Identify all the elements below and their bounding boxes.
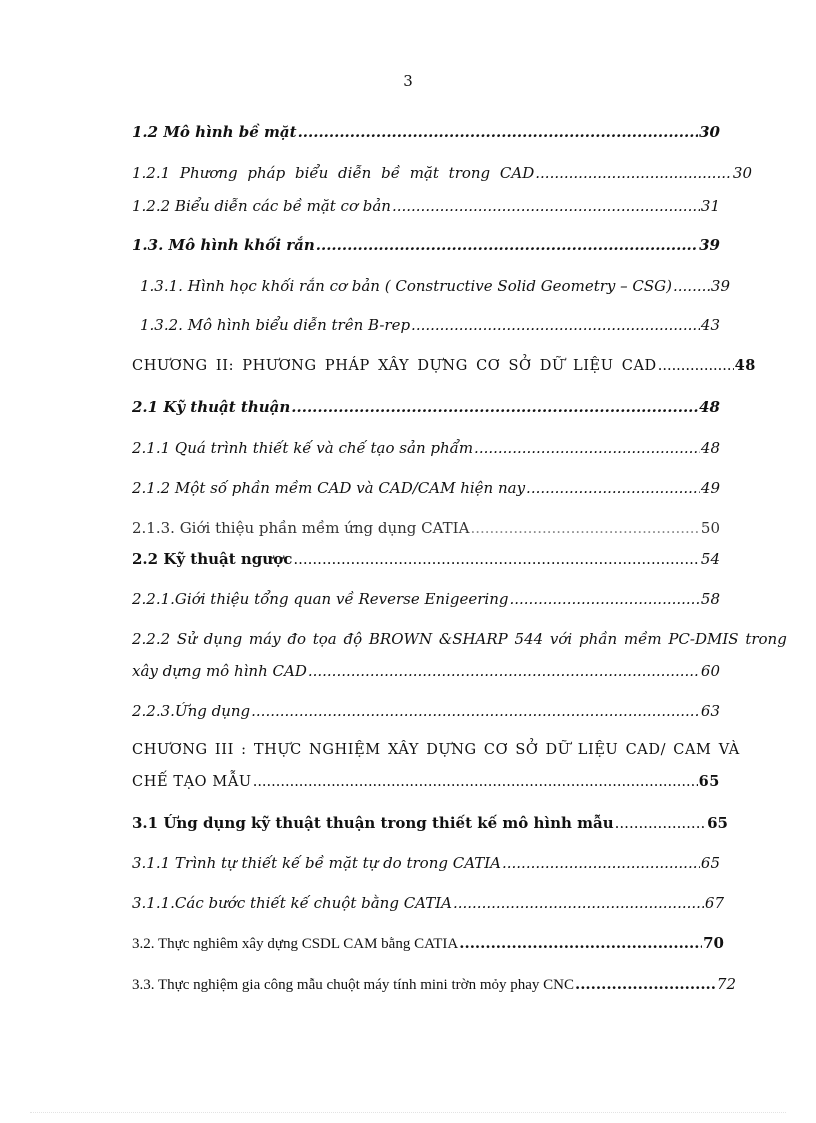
- toc-entry-page: 48: [700, 439, 720, 457]
- toc-entry-page: 54: [700, 550, 720, 568]
- toc-entry-2-2[interactable]: [132, 549, 720, 569]
- toc-entry-1-3[interactable]: [132, 235, 720, 255]
- toc-entry-page: 31: [700, 197, 720, 215]
- toc-entry-page: 70: [703, 934, 724, 952]
- dot-leader: [615, 813, 706, 833]
- toc-entry-title: 1.3.2. Mô hình biểu diễn trên B-rep: [140, 316, 411, 334]
- toc-entry-title: 2.2.3.Ứng dụng: [132, 702, 251, 720]
- toc-entry-title: 3.2. Thực nghiêm xây dựng CSDL CAM bằng CATIA: [132, 936, 459, 952]
- toc-entry-3-3[interactable]: [132, 974, 736, 995]
- toc-entry-1-3-1[interactable]: [140, 276, 730, 296]
- toc-entry-page: 67: [704, 894, 724, 912]
- page-bottom-divider: [30, 1112, 786, 1113]
- toc-entry-title: 3.1 Ứng dụng kỹ thuật thuận trong thiết kế mô hình mẫu: [132, 814, 614, 832]
- toc-entry-3-1-1b[interactable]: [132, 893, 724, 913]
- dot-leader: [535, 163, 732, 183]
- toc-entry-2-2-3[interactable]: [132, 701, 720, 721]
- toc-entry-title: 2.1.2 Một số phần mềm CAD và CAD/CAM hiện nay: [132, 479, 526, 497]
- toc-entry-title: 2.2.1.Giới thiệu tổng quan về Reverse Enigeering: [132, 590, 509, 608]
- toc-entry-2-1-2[interactable]: [132, 478, 720, 498]
- toc-entry-title: 1.2.2 Biểu diễn các bề mặt cơ bản: [132, 197, 391, 215]
- toc-entry-title: xây dựng mô hình CAD: [132, 662, 307, 680]
- toc-entry-page: 49: [700, 479, 720, 497]
- dot-leader: [392, 196, 700, 216]
- toc-entry-3-1-1[interactable]: [132, 853, 720, 873]
- toc-entry-3-2[interactable]: [132, 933, 724, 954]
- dot-leader: [658, 356, 734, 376]
- toc-entry-page: 43: [700, 316, 720, 334]
- toc-entry-2-1[interactable]: [132, 397, 720, 417]
- toc-entry-page: 48: [699, 398, 720, 416]
- toc-entry-page: 72: [716, 975, 736, 993]
- toc-entry-chapter-2[interactable]: [132, 356, 756, 376]
- dot-leader: [411, 315, 700, 335]
- toc-entry-title: 1.2.1 Phương pháp biểu diễn bề mặt trong CAD: [132, 164, 535, 182]
- toc-entry-title: 3.1.1.Các bước thiết kế chuột bằng CATIA: [132, 894, 452, 912]
- dot-leader: [453, 893, 704, 913]
- dot-leader: [251, 701, 700, 721]
- toc-entry-page: 60: [700, 662, 720, 680]
- dot-leader: [291, 397, 698, 417]
- toc-entry-title-line1: CHƯƠNG III : THỰC NGHIỆM XÂY DỰNG CƠ SỞ DỮ LIỆU CAD/ CAM VÀ: [132, 742, 740, 758]
- toc-entry-3-1[interactable]: [132, 813, 728, 833]
- toc-entry-title: 3.3. Thực nghiệm gia công mẫu chuột máy tính mini trờn mỏy phay CNC: [132, 977, 574, 993]
- toc-entry-title: 1.3.1. Hình học khối rắn cơ bản ( Constructive Solid Geometry – CSG): [140, 277, 672, 295]
- toc-entry-page: 63: [700, 702, 720, 720]
- toc-entry-title: 2.1 Kỹ thuật thuận: [132, 398, 291, 416]
- toc-entry-title: CHƯƠNG II: PHƯƠNG PHÁP XÂY DỰNG CƠ SỞ DỮ LIỆU CAD: [132, 358, 657, 374]
- dot-leader: [673, 276, 710, 296]
- dot-leader: [470, 518, 699, 538]
- toc-entry-page: 65: [700, 854, 720, 872]
- toc-entry-page: 65: [698, 773, 720, 790]
- toc-entry-2-1-3[interactable]: [132, 518, 720, 538]
- toc-entry-2-1-1[interactable]: [132, 438, 720, 458]
- toc-entry-title: 3.1.1 Trình tự thiết kế bề mặt tự do trong CATIA: [132, 854, 501, 872]
- toc-entry-page: 39: [699, 236, 720, 254]
- toc-entry-1-2-1[interactable]: [132, 163, 752, 183]
- toc-entry-page: 30: [699, 123, 720, 141]
- dot-leader: [509, 589, 699, 609]
- toc-entry-1-3-2[interactable]: [140, 315, 720, 335]
- dot-leader: [474, 438, 700, 458]
- toc-entry-2-2-2[interactable]: [132, 629, 787, 681]
- toc-entry-title: 1.2 Mô hình bề mặt: [132, 123, 297, 141]
- toc-entry-page: 65: [707, 814, 728, 832]
- toc-entry-page: 48: [734, 357, 756, 374]
- page-number: 3: [403, 72, 413, 90]
- dot-leader: [293, 549, 700, 569]
- dot-leader: [502, 853, 700, 873]
- dot-leader: [459, 933, 702, 953]
- dot-leader: [298, 122, 699, 142]
- toc-entry-title: 1.3. Mô hình khối rắn: [132, 236, 315, 254]
- toc-entry-page: 50: [700, 519, 720, 537]
- dot-leader: [526, 478, 700, 498]
- toc-entry-page: 39: [710, 277, 730, 295]
- dot-leader: [575, 974, 716, 994]
- dot-leader: [253, 772, 698, 792]
- toc-entry-1-2[interactable]: [132, 122, 720, 142]
- toc-entry-2-2-1[interactable]: [132, 589, 720, 609]
- toc-entry-title: 2.1.1 Quá trình thiết kế và chế tạo sản phẩm: [132, 439, 474, 457]
- toc-entry-chapter-3[interactable]: [132, 740, 742, 792]
- toc-entry-title: 2.1.3. Giới thiệu phần mềm ứng dụng CATIA: [132, 519, 470, 537]
- toc-entry-title-line1: 2.2.2 Sử dụng máy đo tọa độ BROWN &SHARP 544 với phần mềm PC-DMIS trong: [132, 630, 787, 648]
- toc-entry-1-2-2[interactable]: [132, 196, 720, 216]
- toc-entry-title: 2.2 Kỹ thuật ngược: [132, 550, 293, 568]
- toc-entry-page: 58: [700, 590, 720, 608]
- dot-leader: [308, 661, 700, 681]
- toc-entry-page: 30: [732, 164, 752, 182]
- toc-entry-title: CHẾ TẠO MẪU: [132, 774, 252, 790]
- dot-leader: [316, 235, 698, 255]
